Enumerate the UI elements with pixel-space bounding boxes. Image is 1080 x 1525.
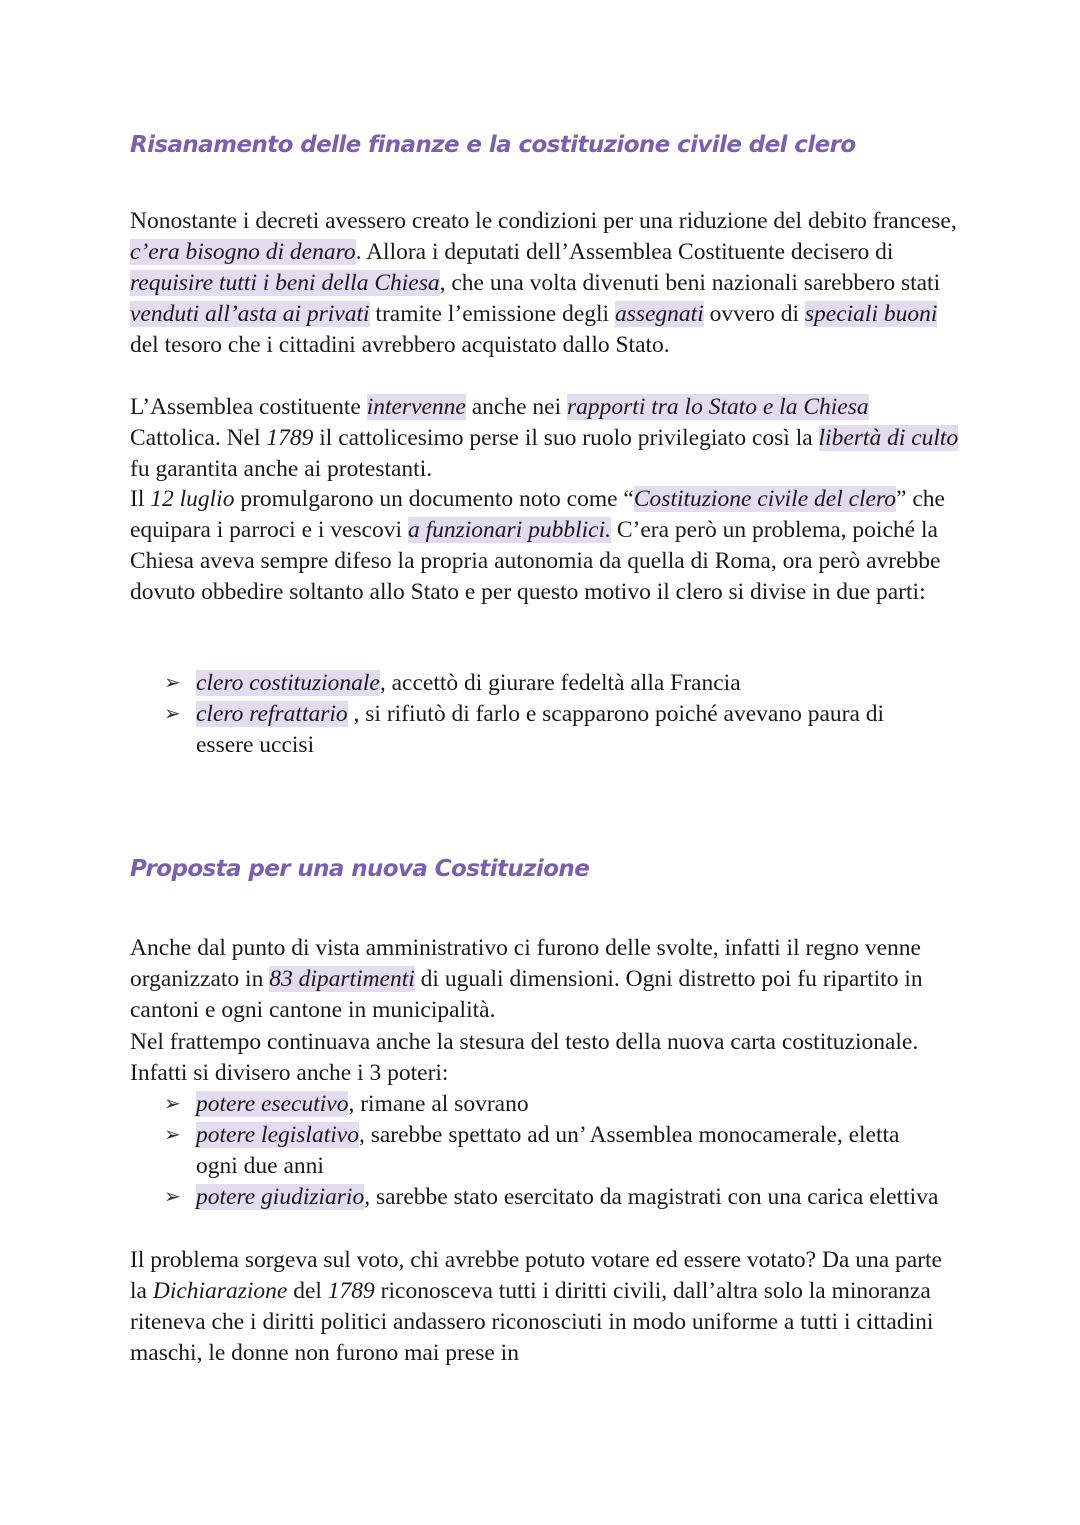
paragraph (130, 392, 960, 485)
paragraph (130, 933, 960, 1026)
highlighted-text: Costituzione civile del clero (633, 486, 897, 512)
section-title-finanze: Risanamento delle finanze e la costituzione civile del clero (130, 132, 856, 158)
highlighted-text: assegnati (614, 301, 704, 327)
clero-list (164, 668, 944, 761)
arrow-bullet-icon: ➢ (164, 703, 181, 725)
text-run: , sarebbe spettato ad un’ Assemblea monocamerale, eletta ogni due anni (196, 1122, 900, 1179)
text-run: Il (130, 486, 151, 512)
paragraph (130, 1245, 960, 1369)
italic-text: Dichiarazione (152, 1278, 288, 1304)
list-item (164, 699, 944, 761)
text-run: Nonostante i decreti avessero creato le condizioni per una riduzione del debito francese, (130, 208, 957, 234)
arrow-bullet-icon: ➢ (164, 1186, 181, 1208)
list-item (164, 1182, 944, 1213)
paragraph (130, 484, 960, 608)
text-run: tramite l’emissione degli (369, 301, 615, 327)
section-title-costituzione: Proposta per una nuova Costituzione (130, 856, 590, 882)
paragraph (130, 206, 960, 361)
text-run: Anche dal punto di vista amministrativo ci furono delle svolte, infatti il regno venne organizzato in (130, 935, 921, 992)
highlighted-text: venduti all’asta ai privati (130, 301, 370, 327)
text-run: del tesoro che i cittadini avrebbero acquistato dallo Stato. (130, 332, 670, 358)
arrow-bullet-icon: ➢ (164, 1093, 181, 1115)
arrow-bullet-icon: ➢ (164, 1124, 181, 1146)
highlighted-text: potere giudiziario (196, 1184, 365, 1210)
italic-text: 12 luglio (150, 486, 235, 512)
text-run: ovvero di (703, 301, 805, 327)
list-item (164, 1089, 944, 1120)
poteri-list (164, 1089, 944, 1213)
text-run: Cattolica. Nel (130, 425, 267, 451)
highlighted-text: rapporti tra lo Stato e la Chiesa (567, 394, 869, 420)
highlighted-text: potere esecutivo (196, 1091, 349, 1117)
highlighted-text: potere legislativo (196, 1122, 359, 1148)
text-run: , rimane al sovrano (348, 1091, 529, 1117)
highlighted-text: a funzionari pubblici. (407, 517, 611, 543)
list-item (164, 668, 944, 699)
text-run: Nel frattempo continuava anche la stesura del testo della nuova carta costituzionale. Infatti si divisero anche i 3 poteri: (130, 1029, 919, 1086)
text-run: ” che equipara i parroci e i vescovi (130, 486, 945, 543)
text-run: , che una volta divenuti beni nazionali sarebbero stati (439, 270, 941, 296)
text-run: , sarebbe stato esercitato da magistrati con una carica elettiva (364, 1184, 939, 1210)
text-run: il cattolicesimo perse il suo ruolo privilegiato così la (313, 425, 819, 451)
highlighted-text: clero refrattario (196, 701, 348, 727)
text-run: , accettò di giurare fedeltà alla Francia (379, 670, 741, 696)
text-run: anche nei (465, 394, 568, 420)
text-run: promulgarono un documento noto come “ (234, 486, 634, 512)
text-run: riconosceva tutti i diritti civili, dall’altra solo la minoranza riteneva che i diritti politici andassero riconosciuti in modo uniforme a tutti i cittadini maschi, le donne non furono mai prese in (130, 1278, 934, 1366)
list-item (164, 1120, 944, 1182)
highlighted-text: speciali buoni (804, 301, 938, 327)
highlighted-text: 83 dipartimenti (269, 966, 415, 992)
italic-text: 1789 (327, 1278, 375, 1304)
text-run: del (287, 1278, 328, 1304)
text-run: fu garantita anche ai protestanti. (130, 456, 433, 482)
highlighted-text: requisire tutti i beni della Chiesa (130, 270, 440, 296)
text-run: . Allora i deputati dell’Assemblea Costituente decisero di (355, 239, 894, 265)
highlighted-text: libertà di culto (818, 425, 959, 451)
italic-text: 1789 (266, 425, 314, 451)
text-run: L’Assemblea costituente (130, 394, 367, 420)
paragraph (130, 1027, 960, 1089)
text-run: C’era però un problema, poiché la Chiesa aveva sempre difeso la propria autonomia da quella di Roma, ora però avrebbe dovuto obbedire soltanto allo Stato e per questo motivo il clero si divise in due parti: (130, 517, 941, 605)
highlighted-text: intervenne (366, 394, 466, 420)
highlighted-text: c’era bisogno di denaro (130, 239, 356, 265)
text-run: , si rifiutò di farlo e scapparono poiché avevano paura di essere uccisi (196, 701, 885, 758)
text-run: di uguali dimensioni. Ogni distretto poi fu ripartito in cantoni e ogni cantone in municipalità. (130, 966, 923, 1023)
arrow-bullet-icon: ➢ (164, 672, 181, 694)
highlighted-text: clero costituzionale (196, 670, 380, 696)
text-run: Il problema sorgeva sul voto, chi avrebbe potuto votare ed essere votato? Da una parte la (130, 1247, 942, 1304)
